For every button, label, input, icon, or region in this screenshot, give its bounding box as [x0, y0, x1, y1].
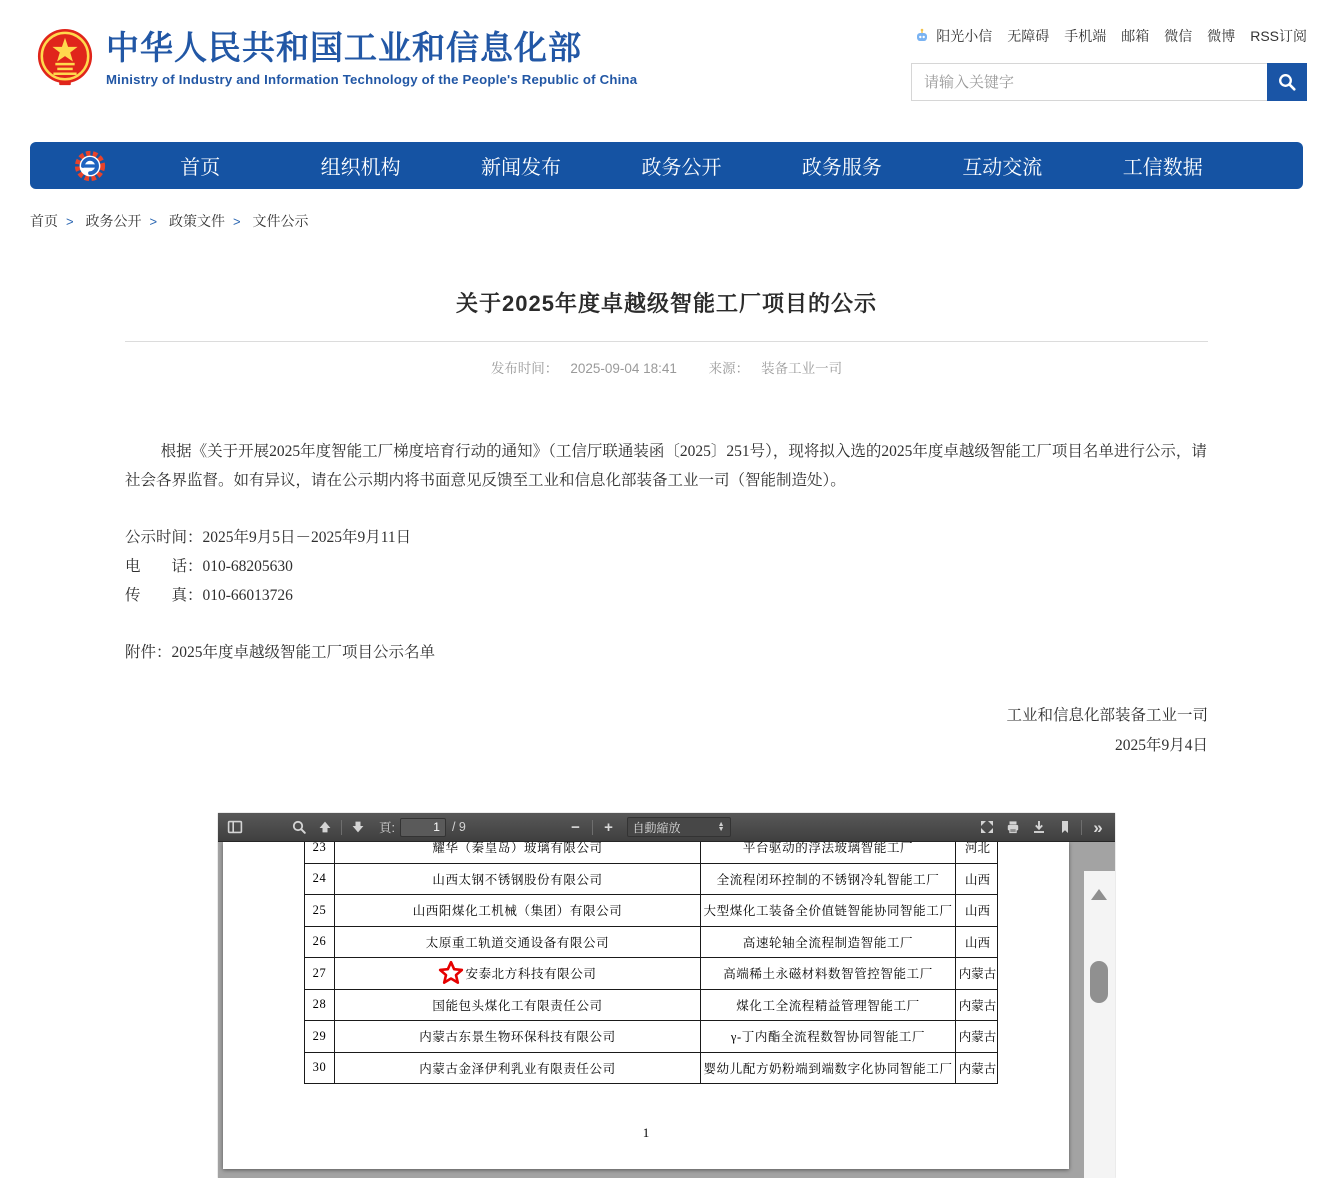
nav-item[interactable]: 互动交流 — [962, 157, 1043, 179]
search-bar — [911, 63, 1307, 101]
site-title-en: Ministry of Industry and Information Technology of the People's Republic of China — [106, 71, 638, 87]
arrow-up-icon — [317, 819, 333, 835]
title-divider — [125, 341, 1208, 342]
breadcrumb-link[interactable]: 政务公开 — [85, 213, 142, 229]
site-logo-link[interactable] — [36, 26, 637, 90]
breadcrumb-link[interactable]: 首页 — [30, 213, 58, 229]
search-icon — [1277, 72, 1297, 92]
cell-project: 全流程闭环控制的不锈钢冷轧智能工厂 — [701, 864, 956, 895]
robot-icon — [914, 28, 930, 44]
table-row — [305, 1021, 997, 1053]
cell-project: γ-丁内酯全流程数智协同智能工厂 — [701, 1021, 956, 1052]
quick-link[interactable]: 邮箱 — [1121, 28, 1150, 44]
table-row — [305, 1053, 997, 1085]
pdf-scrollbar[interactable] — [1084, 871, 1115, 1178]
source-label: 来源： — [708, 361, 750, 376]
previous-page-button[interactable] — [312, 815, 338, 839]
cell-province: 河北 — [964, 842, 990, 856]
cell-row-number: 29 — [305, 1021, 335, 1052]
bookmark-button[interactable] — [1052, 815, 1078, 839]
main-nav — [30, 142, 1303, 189]
signature-date: 2025年9月4日 — [1114, 737, 1208, 754]
scroll-up-arrow[interactable] — [1091, 889, 1107, 900]
page-total: / 9 — [451, 820, 466, 834]
more-tools-button[interactable] — [1085, 815, 1111, 839]
sidebar-toggle-button[interactable] — [222, 815, 248, 839]
pdf-viewer — [218, 813, 1115, 1178]
national-emblem-icon — [36, 26, 94, 90]
table-row — [305, 895, 997, 927]
quick-link[interactable]: 微博 — [1207, 28, 1236, 44]
source-value: 装备工业一司 — [761, 361, 843, 376]
pdf-page-area — [218, 842, 1115, 1178]
search-button[interactable] — [1267, 63, 1307, 101]
company-name: 国能包头煤化工有限责任公司 — [432, 998, 603, 1013]
quick-link[interactable]: RSS订阅 — [1250, 28, 1307, 44]
breadcrumb-link[interactable]: 文件公示 — [252, 213, 309, 229]
next-page-button[interactable] — [345, 815, 371, 839]
cell-project: 高速轮轴全流程制造智能工厂 — [701, 927, 956, 958]
company-name: 山西阳煤化工机械（集团）有限公司 — [412, 904, 623, 919]
download-icon — [1031, 819, 1047, 835]
cell-company — [335, 864, 701, 895]
table-row — [305, 864, 997, 896]
cell-row-number: 27 — [305, 958, 335, 989]
chevron-double-right-icon: » — [1093, 817, 1103, 837]
nav-item[interactable]: 政务公开 — [641, 157, 722, 179]
cell-province: 山西 — [964, 872, 990, 887]
quick-link[interactable]: 微信 — [1164, 28, 1193, 44]
sidebar-toggle-icon — [227, 819, 243, 835]
pdf-page — [223, 842, 1069, 1169]
nav-item[interactable]: 首页 — [180, 157, 221, 179]
page-title: 关于2025年度卓越级智能工厂项目的公示 — [456, 291, 877, 316]
cell-company — [335, 1021, 701, 1052]
company-name: 耀华（秦皇岛）玻璃有限公司 — [432, 842, 603, 856]
select-arrows-icon: ▲ ▼ — [717, 821, 725, 833]
page-label: 頁: — [379, 821, 395, 835]
site-title-block — [106, 29, 637, 87]
cell-province: 山西 — [964, 904, 990, 919]
article-paragraph: 根据《关于开展2025年度智能工厂梯度培育行动的通知》（工信厅联通装函〔2025〕251号），现将拟入选的2025年度卓越级智能工厂项目名单进行公示，请社会各界监督。如有异议，请在公示期内将书面意见反馈至工业和信息化部装备工业一司（智能制造处）。 — [125, 443, 1207, 489]
publish-time: 2025-09-04 18:41 — [570, 361, 677, 376]
nav-item[interactable]: 组织机构 — [320, 157, 401, 179]
fullscreen-icon — [979, 819, 995, 835]
cell-company — [335, 990, 701, 1021]
cell-row-number: 28 — [305, 990, 335, 1021]
breadcrumb-separator: > — [232, 213, 241, 229]
breadcrumb-separator: > — [149, 213, 158, 229]
cell-project: 大型煤化工装备全价值链智能协同智能工厂 — [701, 895, 956, 926]
toolbar-separator — [341, 820, 342, 835]
cell-project: 婴幼儿配方奶粉端到端数字化协同智能工厂 — [701, 1053, 956, 1084]
cell-project: 高端稀土永磁材料数智管控智能工厂 — [701, 958, 956, 989]
print-button[interactable] — [1000, 815, 1026, 839]
printer-icon — [1005, 819, 1021, 835]
table-row — [305, 842, 997, 864]
company-name: 内蒙古金泽伊利乳业有限责任公司 — [419, 1061, 616, 1076]
table-row — [305, 927, 997, 959]
company-name: 太原重工轨道交通设备有限公司 — [425, 935, 610, 950]
cell-company — [335, 958, 701, 989]
find-icon — [291, 819, 307, 835]
signature-department: 工业和信息化部装备工业一司 — [1006, 707, 1208, 724]
cell-province: 内蒙古 — [958, 967, 997, 982]
cell-row-number: 23 — [305, 842, 335, 863]
scrollbar-thumb[interactable] — [1090, 961, 1108, 1003]
download-button[interactable] — [1026, 815, 1052, 839]
phone-line: 电 话：010-68205630 — [125, 558, 293, 575]
bookmark-icon — [1057, 819, 1073, 835]
cell-company — [335, 842, 701, 863]
arrow-down-icon — [350, 819, 366, 835]
pdf-page-number: 1 — [642, 1125, 650, 1140]
company-name: 内蒙古东景生物环保科技有限公司 — [419, 1030, 616, 1045]
cell-row-number: 26 — [305, 927, 335, 958]
publish-info — [125, 357, 1208, 377]
factory-table — [304, 842, 998, 1084]
cell-province: 内蒙古 — [958, 1061, 997, 1076]
quick-link[interactable]: 手机端 — [1064, 28, 1107, 44]
cell-province: 内蒙古 — [958, 1030, 997, 1045]
cell-row-number: 30 — [305, 1053, 335, 1084]
publish-time-label: 发布时间： — [490, 361, 559, 376]
article — [125, 287, 1208, 761]
attachment-link[interactable]: 附件：2025年度卓越级智能工厂项目公示名单 — [125, 644, 436, 661]
cell-province: 内蒙古 — [958, 998, 997, 1013]
table-row — [305, 958, 997, 990]
toolbar-right-group — [974, 815, 1111, 839]
notice-period-line: 公示时间：2025年9月5日－2025年9月11日 — [125, 529, 412, 546]
zoom-in-button[interactable]: + — [604, 818, 613, 836]
cell-province: 山西 — [964, 935, 990, 950]
breadcrumb — [30, 211, 1303, 231]
company-name: 山西太钢不锈钢股份有限公司 — [432, 872, 603, 887]
page-number-input[interactable] — [400, 818, 446, 837]
toolbar-separator — [592, 820, 593, 835]
miit-gear-e-icon — [60, 149, 120, 183]
red-star-icon — [438, 960, 464, 986]
breadcrumb-separator: > — [66, 213, 74, 229]
toolbar-separator — [1081, 820, 1082, 835]
nav-item[interactable]: 政务服务 — [801, 157, 882, 179]
header-right — [911, 26, 1307, 101]
zoom-out-button[interactable]: − — [571, 818, 580, 836]
cell-company — [335, 927, 701, 958]
pdf-toolbar — [218, 813, 1115, 842]
cell-company — [335, 1053, 701, 1084]
presentation-mode-button[interactable] — [974, 815, 1000, 839]
cell-project: 煤化工全流程精益管理智能工厂 — [701, 990, 956, 1021]
cell-row-number: 24 — [305, 864, 335, 895]
quick-links — [911, 26, 1307, 46]
zoom-scale-select[interactable] — [627, 817, 731, 837]
breadcrumb-link[interactable]: 政策文件 — [168, 213, 225, 229]
find-button[interactable] — [286, 815, 312, 839]
quick-link[interactable]: 无障碍 — [1007, 28, 1050, 44]
site-header — [0, 0, 1333, 138]
company-name: 安泰北方科技有限公司 — [465, 967, 597, 982]
nav-item[interactable]: 工信数据 — [1122, 157, 1203, 179]
search-input[interactable] — [912, 64, 1267, 100]
site-title-zh: 中华人民共和国工业和信息化部 — [106, 29, 582, 67]
nav-items — [120, 151, 1243, 180]
nav-item[interactable]: 新闻发布 — [481, 157, 562, 179]
cell-row-number: 25 — [305, 895, 335, 926]
quick-link[interactable]: 阳光小信 — [936, 28, 993, 44]
zoom-scale-value: 自動縮放 — [632, 820, 681, 835]
table-row — [305, 990, 997, 1022]
zoom-controls — [563, 815, 731, 839]
cell-project: 平台驱动的浮法玻璃智能工厂 — [701, 842, 956, 863]
cell-company — [335, 895, 701, 926]
fax-line: 传 真：010-66013726 — [125, 587, 293, 604]
